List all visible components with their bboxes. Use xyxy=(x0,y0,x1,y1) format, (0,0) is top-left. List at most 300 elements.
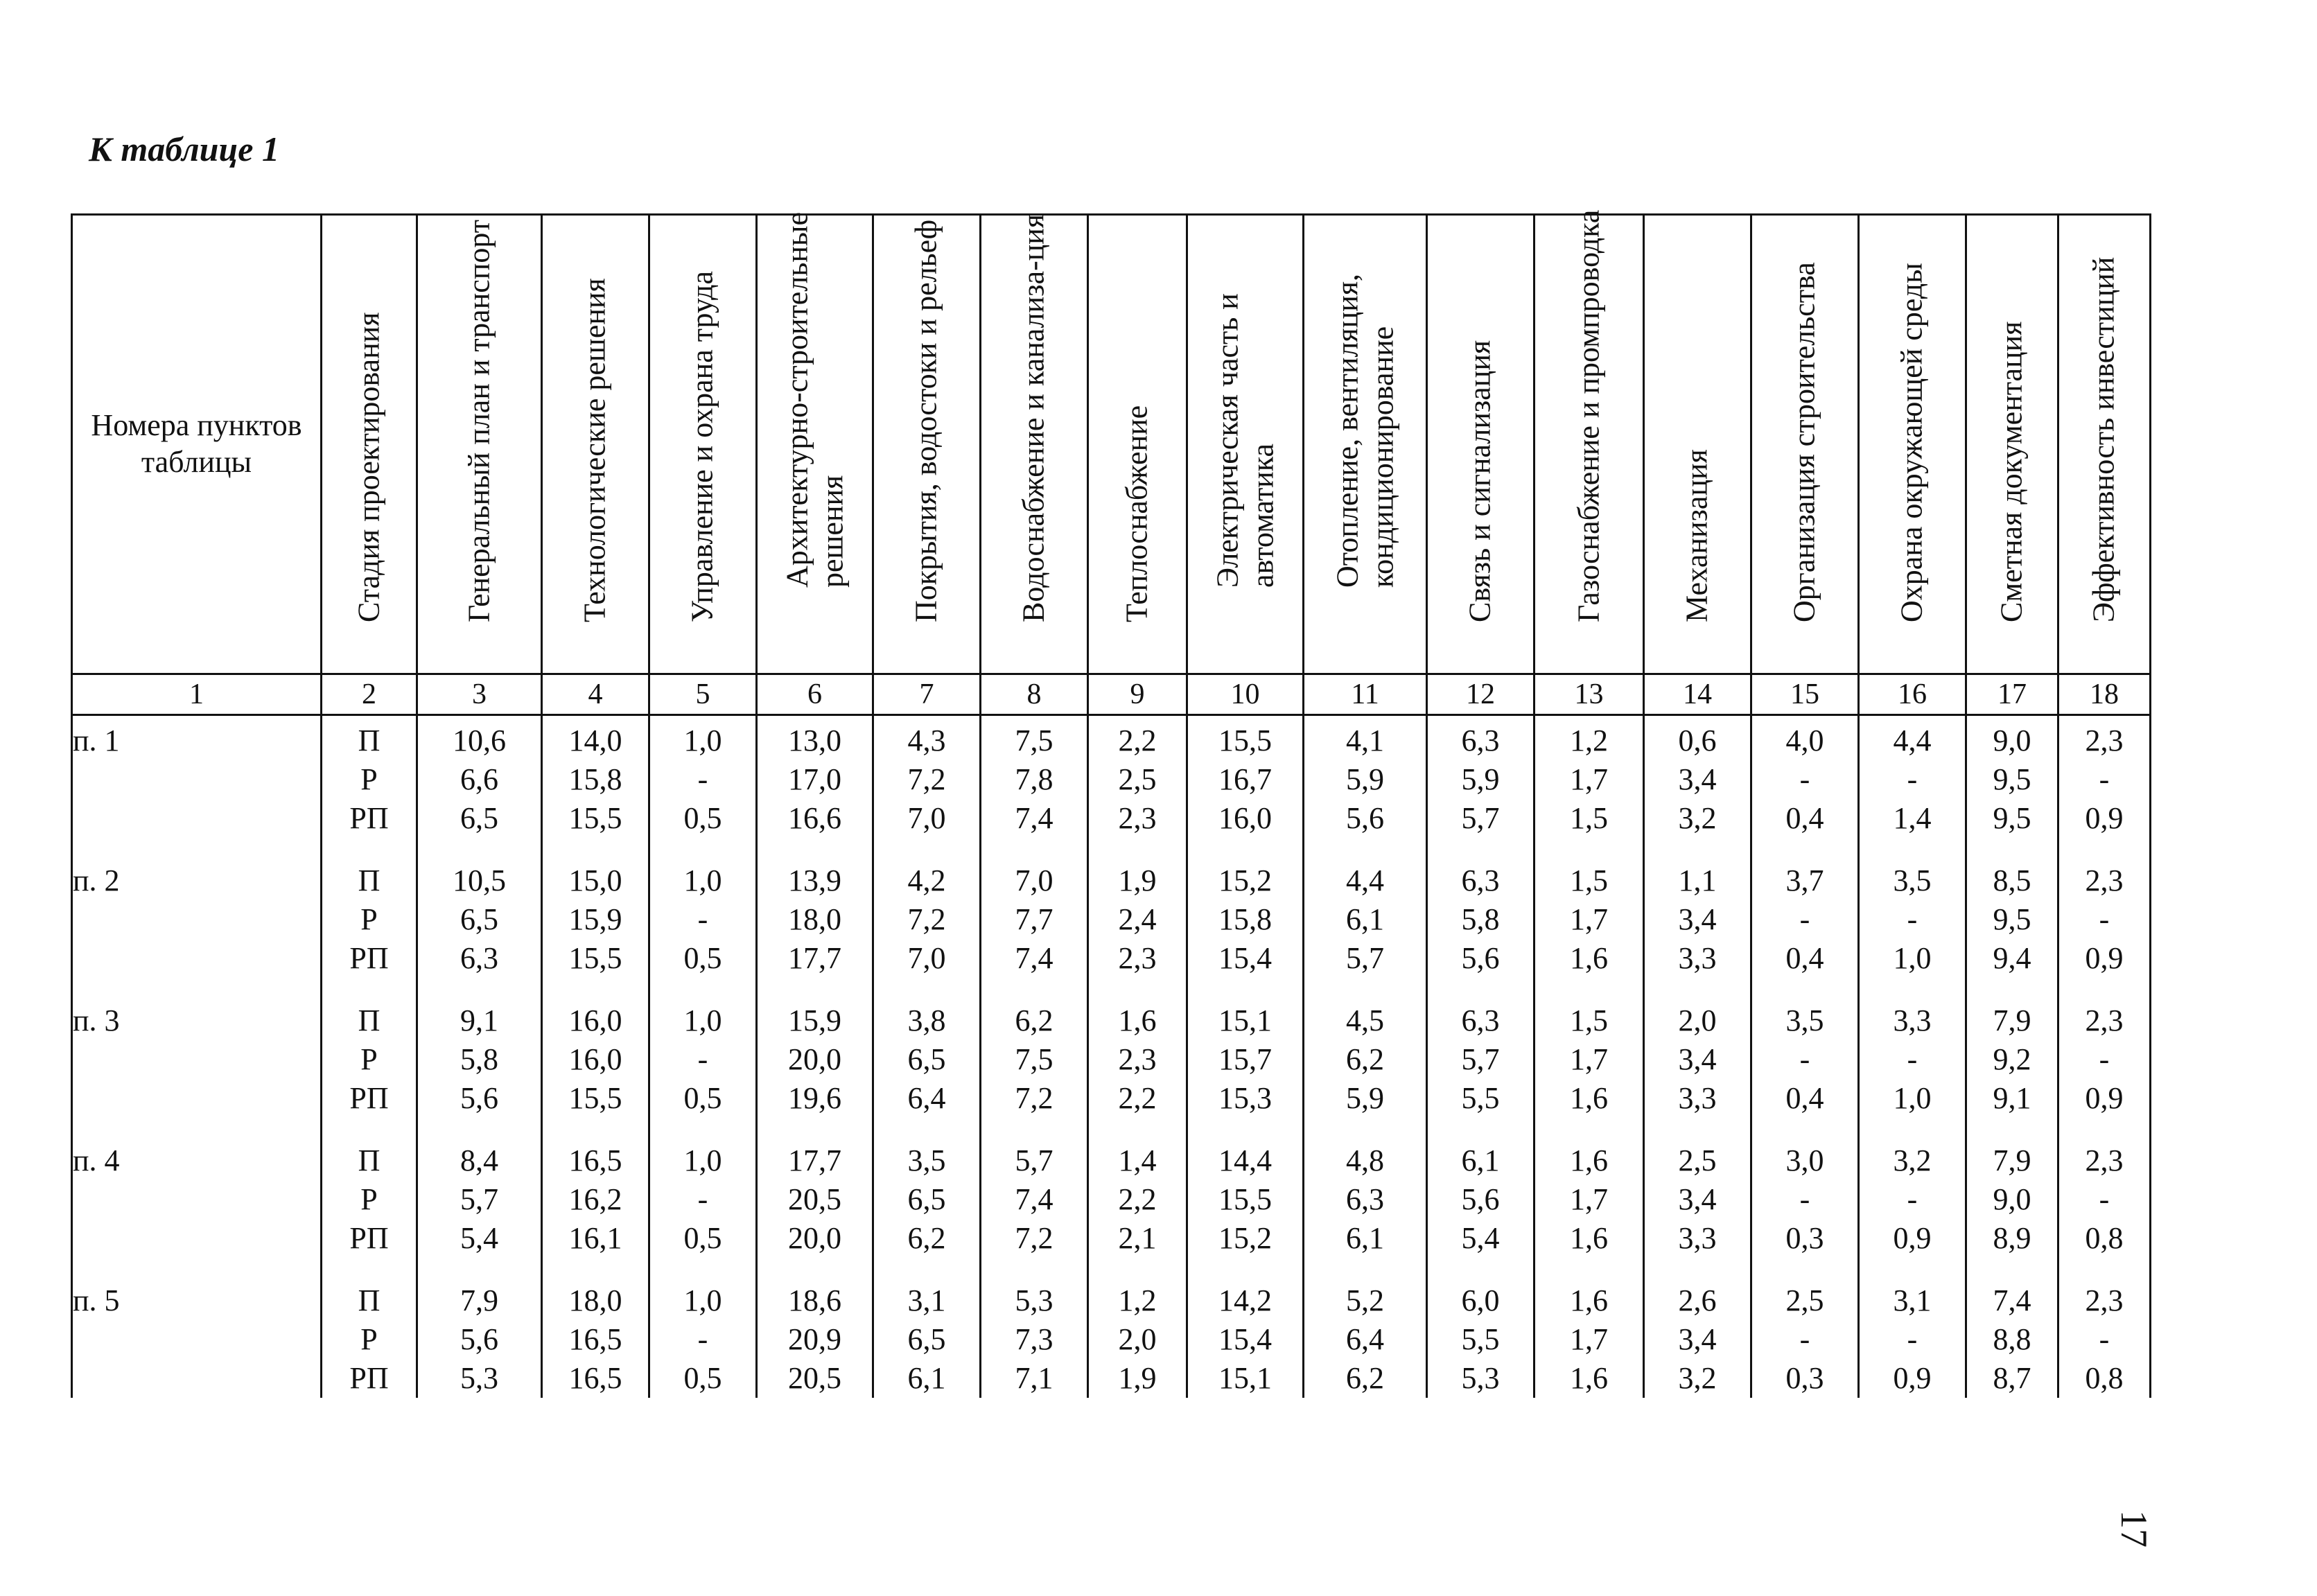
cell-value: - xyxy=(697,1182,708,1216)
cell-value: 3,2 xyxy=(1893,1143,1932,1177)
table-row xyxy=(72,1141,2151,1281)
cell-value: 15,9 xyxy=(788,1003,841,1037)
cell-value: 7,2 xyxy=(907,762,946,796)
cell-value: 1,6 xyxy=(1570,1081,1608,1115)
table-cell xyxy=(1535,1281,1644,1398)
cell-value: 1,2 xyxy=(1570,724,1608,757)
row-label-text: п. 4 xyxy=(73,1143,120,1177)
cell-value: 1,0 xyxy=(683,863,722,897)
cell-value: 0,4 xyxy=(1785,801,1824,835)
row-label xyxy=(72,715,322,862)
cell-value: 7,4 xyxy=(1015,801,1053,835)
cell-value: Р xyxy=(360,1182,378,1216)
table-cell xyxy=(873,861,981,1001)
column-header xyxy=(1427,215,1535,674)
table-cell xyxy=(2058,1141,2151,1281)
table-cell xyxy=(1966,1281,2058,1398)
cell-value: 2,3 xyxy=(2085,724,2124,757)
table-cell xyxy=(981,1001,1088,1141)
cell-value: - xyxy=(1907,1322,1918,1356)
cell-value: 3,3 xyxy=(1678,1221,1717,1255)
cell-value: 2,1 xyxy=(1118,1221,1157,1255)
table-cell xyxy=(1304,715,1427,862)
cell-value: 3,3 xyxy=(1678,1081,1717,1115)
cell-value: - xyxy=(1907,902,1918,936)
cell-value: 0,8 xyxy=(2085,1221,2124,1255)
table-cell xyxy=(417,1141,542,1281)
cell-value: 3,2 xyxy=(1678,801,1717,835)
cell-value: 6,2 xyxy=(907,1221,946,1255)
cell-value: 20,0 xyxy=(788,1042,841,1076)
cell-value: 5,5 xyxy=(1461,1322,1500,1356)
cell-value: - xyxy=(1799,1322,1810,1356)
cell-value: 5,7 xyxy=(1015,1143,1053,1177)
column-header xyxy=(1304,215,1427,674)
cell-value: 1,4 xyxy=(1118,1143,1157,1177)
cell-value: 7,2 xyxy=(1015,1081,1053,1115)
cell-value: 6,3 xyxy=(1461,863,1500,897)
row-label xyxy=(72,1141,322,1281)
cell-value: 7,0 xyxy=(907,941,946,975)
cell-value: 9,5 xyxy=(1993,762,2031,796)
cell-value: РП xyxy=(349,1221,389,1255)
cell-value: 0,9 xyxy=(2085,941,2124,975)
column-header xyxy=(2058,215,2151,674)
cell-value: - xyxy=(1907,1182,1918,1216)
cell-value: 5,6 xyxy=(1461,941,1500,975)
cell-value: 5,3 xyxy=(1461,1361,1500,1395)
column-header-label: Отопление, вентиляция, кондиционирование xyxy=(1329,273,1399,588)
cell-value: 7,9 xyxy=(1993,1143,2031,1177)
cell-value: 1,6 xyxy=(1118,1003,1157,1037)
cell-value: - xyxy=(1799,1182,1810,1216)
table-cell xyxy=(1751,1281,1859,1398)
table-cell xyxy=(1427,1281,1535,1398)
table-cell xyxy=(1644,715,1751,862)
column-header-label: Генеральный план и транспорт xyxy=(462,220,496,623)
table-cell xyxy=(1088,1281,1187,1398)
cell-value: 0,5 xyxy=(683,1221,722,1255)
cell-value: 5,8 xyxy=(1461,902,1500,936)
column-number: 18 xyxy=(2058,674,2151,715)
cell-value: 4,3 xyxy=(907,724,946,757)
cell-value: 0,9 xyxy=(2085,801,2124,835)
cell-value: 7,4 xyxy=(1993,1283,2031,1317)
cell-value: 7,8 xyxy=(1015,762,1053,796)
cell-value: 6,3 xyxy=(1346,1182,1384,1216)
column-header-label: Управление и охрана труда xyxy=(685,271,719,623)
table-cell xyxy=(1644,861,1751,1001)
column-header xyxy=(873,215,981,674)
page-number: 17 xyxy=(2113,1510,2155,1547)
cell-value: 2,0 xyxy=(1678,1003,1717,1037)
table-cell xyxy=(873,1141,981,1281)
table-row xyxy=(72,861,2151,1001)
cell-value: 6,2 xyxy=(1346,1361,1384,1395)
cell-value: - xyxy=(697,762,708,796)
column-header-label: Электрическая часть и автоматика xyxy=(1209,292,1279,588)
cell-value: - xyxy=(2099,1042,2110,1076)
cell-value: 3,4 xyxy=(1678,1182,1717,1216)
table-cell xyxy=(649,1141,757,1281)
cell-value: 1,7 xyxy=(1570,1322,1608,1356)
table-cell xyxy=(1088,1141,1187,1281)
cell-value: 6,0 xyxy=(1461,1283,1500,1317)
table-cell xyxy=(2058,861,2151,1001)
cell-value: 2,6 xyxy=(1678,1283,1717,1317)
table-cell xyxy=(1088,861,1187,1001)
cell-value: 20,5 xyxy=(788,1361,841,1395)
table-cell xyxy=(1751,861,1859,1001)
cell-value: 5,4 xyxy=(460,1221,498,1255)
cell-value: Р xyxy=(360,762,378,796)
table-cell xyxy=(1535,861,1644,1001)
cell-value: 4,4 xyxy=(1893,724,1932,757)
cell-value: 6,5 xyxy=(460,801,498,835)
cell-value: 4,8 xyxy=(1346,1143,1384,1177)
cell-value: 16,5 xyxy=(568,1361,622,1395)
cell-value: 7,4 xyxy=(1015,1182,1053,1216)
table-cell xyxy=(1535,1141,1644,1281)
cell-value: 16,6 xyxy=(788,801,841,835)
cell-value: Р xyxy=(360,1042,378,1076)
cell-value: 7,0 xyxy=(907,801,946,835)
cell-value: 1,6 xyxy=(1570,1143,1608,1177)
table-cell xyxy=(2058,1001,2151,1141)
cell-value: 6,3 xyxy=(1461,724,1500,757)
cell-value: РП xyxy=(349,801,389,835)
cell-value: 14,4 xyxy=(1218,1143,1272,1177)
cell-value: 2,3 xyxy=(1118,801,1157,835)
cell-value: 9,4 xyxy=(1993,941,2031,975)
cell-value: 6,4 xyxy=(1346,1322,1384,1356)
cell-value: 15,2 xyxy=(1218,863,1272,897)
cell-value: 16,7 xyxy=(1218,762,1272,796)
cell-value: 2,0 xyxy=(1118,1322,1157,1356)
cell-value: 2,5 xyxy=(1785,1283,1824,1317)
cell-value: 18,6 xyxy=(788,1283,841,1317)
table-cell xyxy=(322,1281,417,1398)
cell-value: - xyxy=(697,902,708,936)
cell-value: 0,5 xyxy=(683,801,722,835)
cell-value: 10,6 xyxy=(453,724,506,757)
cell-value: 0,4 xyxy=(1785,1081,1824,1115)
column-number: 4 xyxy=(542,674,649,715)
cell-value: 20,9 xyxy=(788,1322,841,1356)
cell-value: 1,9 xyxy=(1118,1361,1157,1395)
table-cell xyxy=(1535,1001,1644,1141)
table-cell xyxy=(981,715,1088,862)
column-header xyxy=(1644,215,1751,674)
cell-value: 8,8 xyxy=(1993,1322,2031,1356)
cell-value: 16,1 xyxy=(568,1221,622,1255)
column-header xyxy=(542,215,649,674)
table-cell xyxy=(1088,715,1187,862)
column-header xyxy=(1751,215,1859,674)
cell-value: 0,9 xyxy=(1893,1361,1932,1395)
cell-value: 18,0 xyxy=(568,1283,622,1317)
cell-value: 15,0 xyxy=(568,863,622,897)
column-header xyxy=(322,215,417,674)
header-row-numbers-label: Номера пунктов таблицы xyxy=(91,408,302,479)
cell-value: - xyxy=(1799,902,1810,936)
cell-value: - xyxy=(697,1322,708,1356)
cell-value: 1,0 xyxy=(683,724,722,757)
table-cell xyxy=(1427,1141,1535,1281)
table-header-row xyxy=(72,215,2151,674)
row-label-text: п. 3 xyxy=(73,1003,120,1037)
cell-value: 5,7 xyxy=(1346,941,1384,975)
table-cell xyxy=(1966,1141,2058,1281)
cell-value: 7,9 xyxy=(460,1283,498,1317)
cell-value: 1,7 xyxy=(1570,902,1608,936)
table-cell xyxy=(1187,1001,1304,1141)
table-cell xyxy=(1304,1001,1427,1141)
cell-value: 1,0 xyxy=(1893,941,1932,975)
table-cell xyxy=(542,1281,649,1398)
table-cell xyxy=(649,1281,757,1398)
cell-value: 1,7 xyxy=(1570,1182,1608,1216)
cell-value: 16,5 xyxy=(568,1143,622,1177)
cell-value: 3,2 xyxy=(1678,1361,1717,1395)
cell-value: 5,3 xyxy=(1015,1283,1053,1317)
table-cell xyxy=(1187,1141,1304,1281)
cell-value: 18,0 xyxy=(788,902,841,936)
cell-value: РП xyxy=(349,1081,389,1115)
cell-value: 2,3 xyxy=(2085,1283,2124,1317)
cell-value: 5,5 xyxy=(1461,1081,1500,1115)
table-cell xyxy=(649,1001,757,1141)
cell-value: 0,6 xyxy=(1678,724,1717,757)
column-number: 16 xyxy=(1859,674,1966,715)
column-header-label: Архитектурно-строительные решения xyxy=(779,211,849,588)
column-header-label: Организация строительства xyxy=(1787,262,1821,623)
cell-value: 1,7 xyxy=(1570,762,1608,796)
cell-value: 2,4 xyxy=(1118,902,1157,936)
cell-value: 6,5 xyxy=(907,1042,946,1076)
table-cell xyxy=(1859,1001,1966,1141)
cell-value: 3,4 xyxy=(1678,1322,1717,1356)
cell-value: 15,5 xyxy=(1218,1182,1272,1216)
cell-value: 7,4 xyxy=(1015,941,1053,975)
cell-value: 7,5 xyxy=(1015,724,1053,757)
cell-value: 5,6 xyxy=(1461,1182,1500,1216)
cell-value: 0,5 xyxy=(683,1081,722,1115)
cell-value: 6,5 xyxy=(460,902,498,936)
cell-value: 3,3 xyxy=(1678,941,1717,975)
cell-value: - xyxy=(2099,1182,2110,1216)
cell-value: 3,5 xyxy=(1785,1003,1824,1037)
table-cell xyxy=(1859,1281,1966,1398)
cell-value: 15,7 xyxy=(1218,1042,1272,1076)
table-cell xyxy=(417,1281,542,1398)
cell-value: - xyxy=(1799,762,1810,796)
cell-value: 19,6 xyxy=(788,1081,841,1115)
column-number: 2 xyxy=(322,674,417,715)
cell-value: 6,1 xyxy=(1346,902,1384,936)
cell-value: 8,9 xyxy=(1993,1221,2031,1255)
column-header-label: Связь и сигнализация xyxy=(1462,340,1497,623)
column-header xyxy=(757,211,873,674)
table-cell xyxy=(322,861,417,1001)
cell-value: 15,4 xyxy=(1218,1322,1272,1356)
cell-value: 15,5 xyxy=(568,941,622,975)
column-header xyxy=(981,215,1088,674)
cell-value: 15,5 xyxy=(568,801,622,835)
cell-value: 2,2 xyxy=(1118,1182,1157,1216)
cell-value: 0,8 xyxy=(2085,1361,2124,1395)
column-header-label: Стадия проектирования xyxy=(351,312,386,623)
column-number-row xyxy=(72,674,2151,715)
column-number: 1 xyxy=(72,674,322,715)
cell-value: 1,9 xyxy=(1118,863,1157,897)
table-cell xyxy=(649,715,757,862)
table-cell xyxy=(1859,1141,1966,1281)
table-cell xyxy=(649,861,757,1001)
table-cell xyxy=(1304,861,1427,1001)
column-number: 6 xyxy=(757,674,873,715)
table-row xyxy=(72,1001,2151,1141)
header-row-numbers xyxy=(72,215,322,674)
table-cell xyxy=(1859,861,1966,1001)
cell-value: 13,9 xyxy=(788,863,841,897)
cell-value: 0,3 xyxy=(1785,1221,1824,1255)
row-label-text: п. 5 xyxy=(73,1283,120,1317)
cell-value: - xyxy=(2099,1322,2110,1356)
cell-value: 14,2 xyxy=(1218,1283,1272,1317)
cell-value: 4,2 xyxy=(907,863,946,897)
table-cell xyxy=(1427,715,1535,862)
cell-value: 4,0 xyxy=(1785,724,1824,757)
table-cell xyxy=(322,1001,417,1141)
table-cell xyxy=(322,715,417,862)
cell-value: 1,5 xyxy=(1570,863,1608,897)
cell-value: 1,2 xyxy=(1118,1283,1157,1317)
cell-value: 1,7 xyxy=(1570,1042,1608,1076)
table-cell xyxy=(1304,1141,1427,1281)
cell-value: 0,9 xyxy=(1893,1221,1932,1255)
cell-value: 5,3 xyxy=(460,1361,498,1395)
column-number: 10 xyxy=(1187,674,1304,715)
column-number: 3 xyxy=(417,674,542,715)
cell-value: 15,9 xyxy=(568,902,622,936)
cell-value: 8,4 xyxy=(460,1143,498,1177)
cell-value: 6,4 xyxy=(907,1081,946,1115)
cell-value: - xyxy=(2099,902,2110,936)
cell-value: 3,7 xyxy=(1785,863,1824,897)
column-number: 8 xyxy=(981,674,1088,715)
cell-value: 20,5 xyxy=(788,1182,841,1216)
cell-value: 1,6 xyxy=(1570,941,1608,975)
table-cell xyxy=(1427,861,1535,1001)
cell-value: 4,4 xyxy=(1346,863,1384,897)
cell-value: 9,1 xyxy=(1993,1081,2031,1115)
table-cell xyxy=(1966,715,2058,862)
table-cell xyxy=(1966,1001,2058,1141)
table-row xyxy=(72,715,2151,862)
cell-value: 2,3 xyxy=(1118,1042,1157,1076)
cell-value: 15,1 xyxy=(1218,1361,1272,1395)
cell-value: 1,5 xyxy=(1570,1003,1608,1037)
cell-value: 9,5 xyxy=(1993,902,2031,936)
column-header-label: Газоснабжение и промпроводка xyxy=(1571,209,1606,623)
cell-value: 13,0 xyxy=(788,724,841,757)
column-header xyxy=(649,215,757,674)
cell-value: 9,0 xyxy=(1993,724,2031,757)
column-header xyxy=(1535,209,1644,674)
cell-value: 15,4 xyxy=(1218,941,1272,975)
cell-value: 7,3 xyxy=(1015,1322,1053,1356)
cell-value: 7,7 xyxy=(1015,902,1053,936)
cell-value: 7,2 xyxy=(1015,1221,1053,1255)
table-cell xyxy=(542,1141,649,1281)
table-cell xyxy=(873,1281,981,1398)
cell-value: 15,3 xyxy=(1218,1081,1272,1115)
cell-value: 6,1 xyxy=(907,1361,946,1395)
cell-value: 15,1 xyxy=(1218,1003,1272,1037)
column-number: 12 xyxy=(1427,674,1535,715)
cell-value: 15,8 xyxy=(568,762,622,796)
column-header xyxy=(1859,215,1966,674)
column-header-label: Охрана окружающей среды xyxy=(1894,263,1929,623)
cell-value: 1,5 xyxy=(1570,801,1608,835)
cell-value: 8,5 xyxy=(1993,863,2031,897)
cell-value: 7,9 xyxy=(1993,1003,2031,1037)
cell-value: 2,5 xyxy=(1678,1143,1717,1177)
table-cell xyxy=(757,861,873,1001)
column-number: 13 xyxy=(1535,674,1644,715)
column-number: 9 xyxy=(1088,674,1187,715)
cell-value: 4,1 xyxy=(1346,724,1384,757)
table-cell xyxy=(1535,715,1644,862)
cell-value: 16,0 xyxy=(1218,801,1272,835)
cell-value: 2,2 xyxy=(1118,724,1157,757)
cell-value: 16,0 xyxy=(568,1042,622,1076)
column-header xyxy=(1187,215,1304,674)
cell-value: 6,1 xyxy=(1346,1221,1384,1255)
data-table xyxy=(71,209,2151,1398)
table-cell xyxy=(417,861,542,1001)
column-number: 11 xyxy=(1304,674,1427,715)
cell-value: П xyxy=(358,1003,381,1037)
column-header-label: Эффективность инвестиций xyxy=(2086,257,2121,623)
column-header xyxy=(1088,215,1187,674)
cell-value: 1,0 xyxy=(683,1283,722,1317)
table-cell xyxy=(1859,715,1966,862)
cell-value: 1,0 xyxy=(683,1143,722,1177)
cell-value: 5,9 xyxy=(1346,1081,1384,1115)
row-label xyxy=(72,861,322,1001)
cell-value: 1,0 xyxy=(1893,1081,1932,1115)
cell-value: 20,0 xyxy=(788,1221,841,1255)
row-label-text: п. 1 xyxy=(73,724,120,757)
cell-value: 9,0 xyxy=(1993,1182,2031,1216)
cell-value: 5,9 xyxy=(1346,762,1384,796)
cell-value: - xyxy=(2099,762,2110,796)
cell-value: 3,1 xyxy=(1893,1283,1932,1317)
table-cell xyxy=(417,715,542,862)
cell-value: 7,1 xyxy=(1015,1361,1053,1395)
column-header-label: Сметная документация xyxy=(1994,322,2029,623)
cell-value: 6,3 xyxy=(1461,1003,1500,1037)
column-header xyxy=(417,215,542,674)
cell-value: 0,9 xyxy=(2085,1081,2124,1115)
cell-value: 3,5 xyxy=(907,1143,946,1177)
cell-value: 4,5 xyxy=(1346,1003,1384,1037)
cell-value: 6,3 xyxy=(460,941,498,975)
cell-value: 1,4 xyxy=(1893,801,1932,835)
cell-value: 0,5 xyxy=(683,1361,722,1395)
